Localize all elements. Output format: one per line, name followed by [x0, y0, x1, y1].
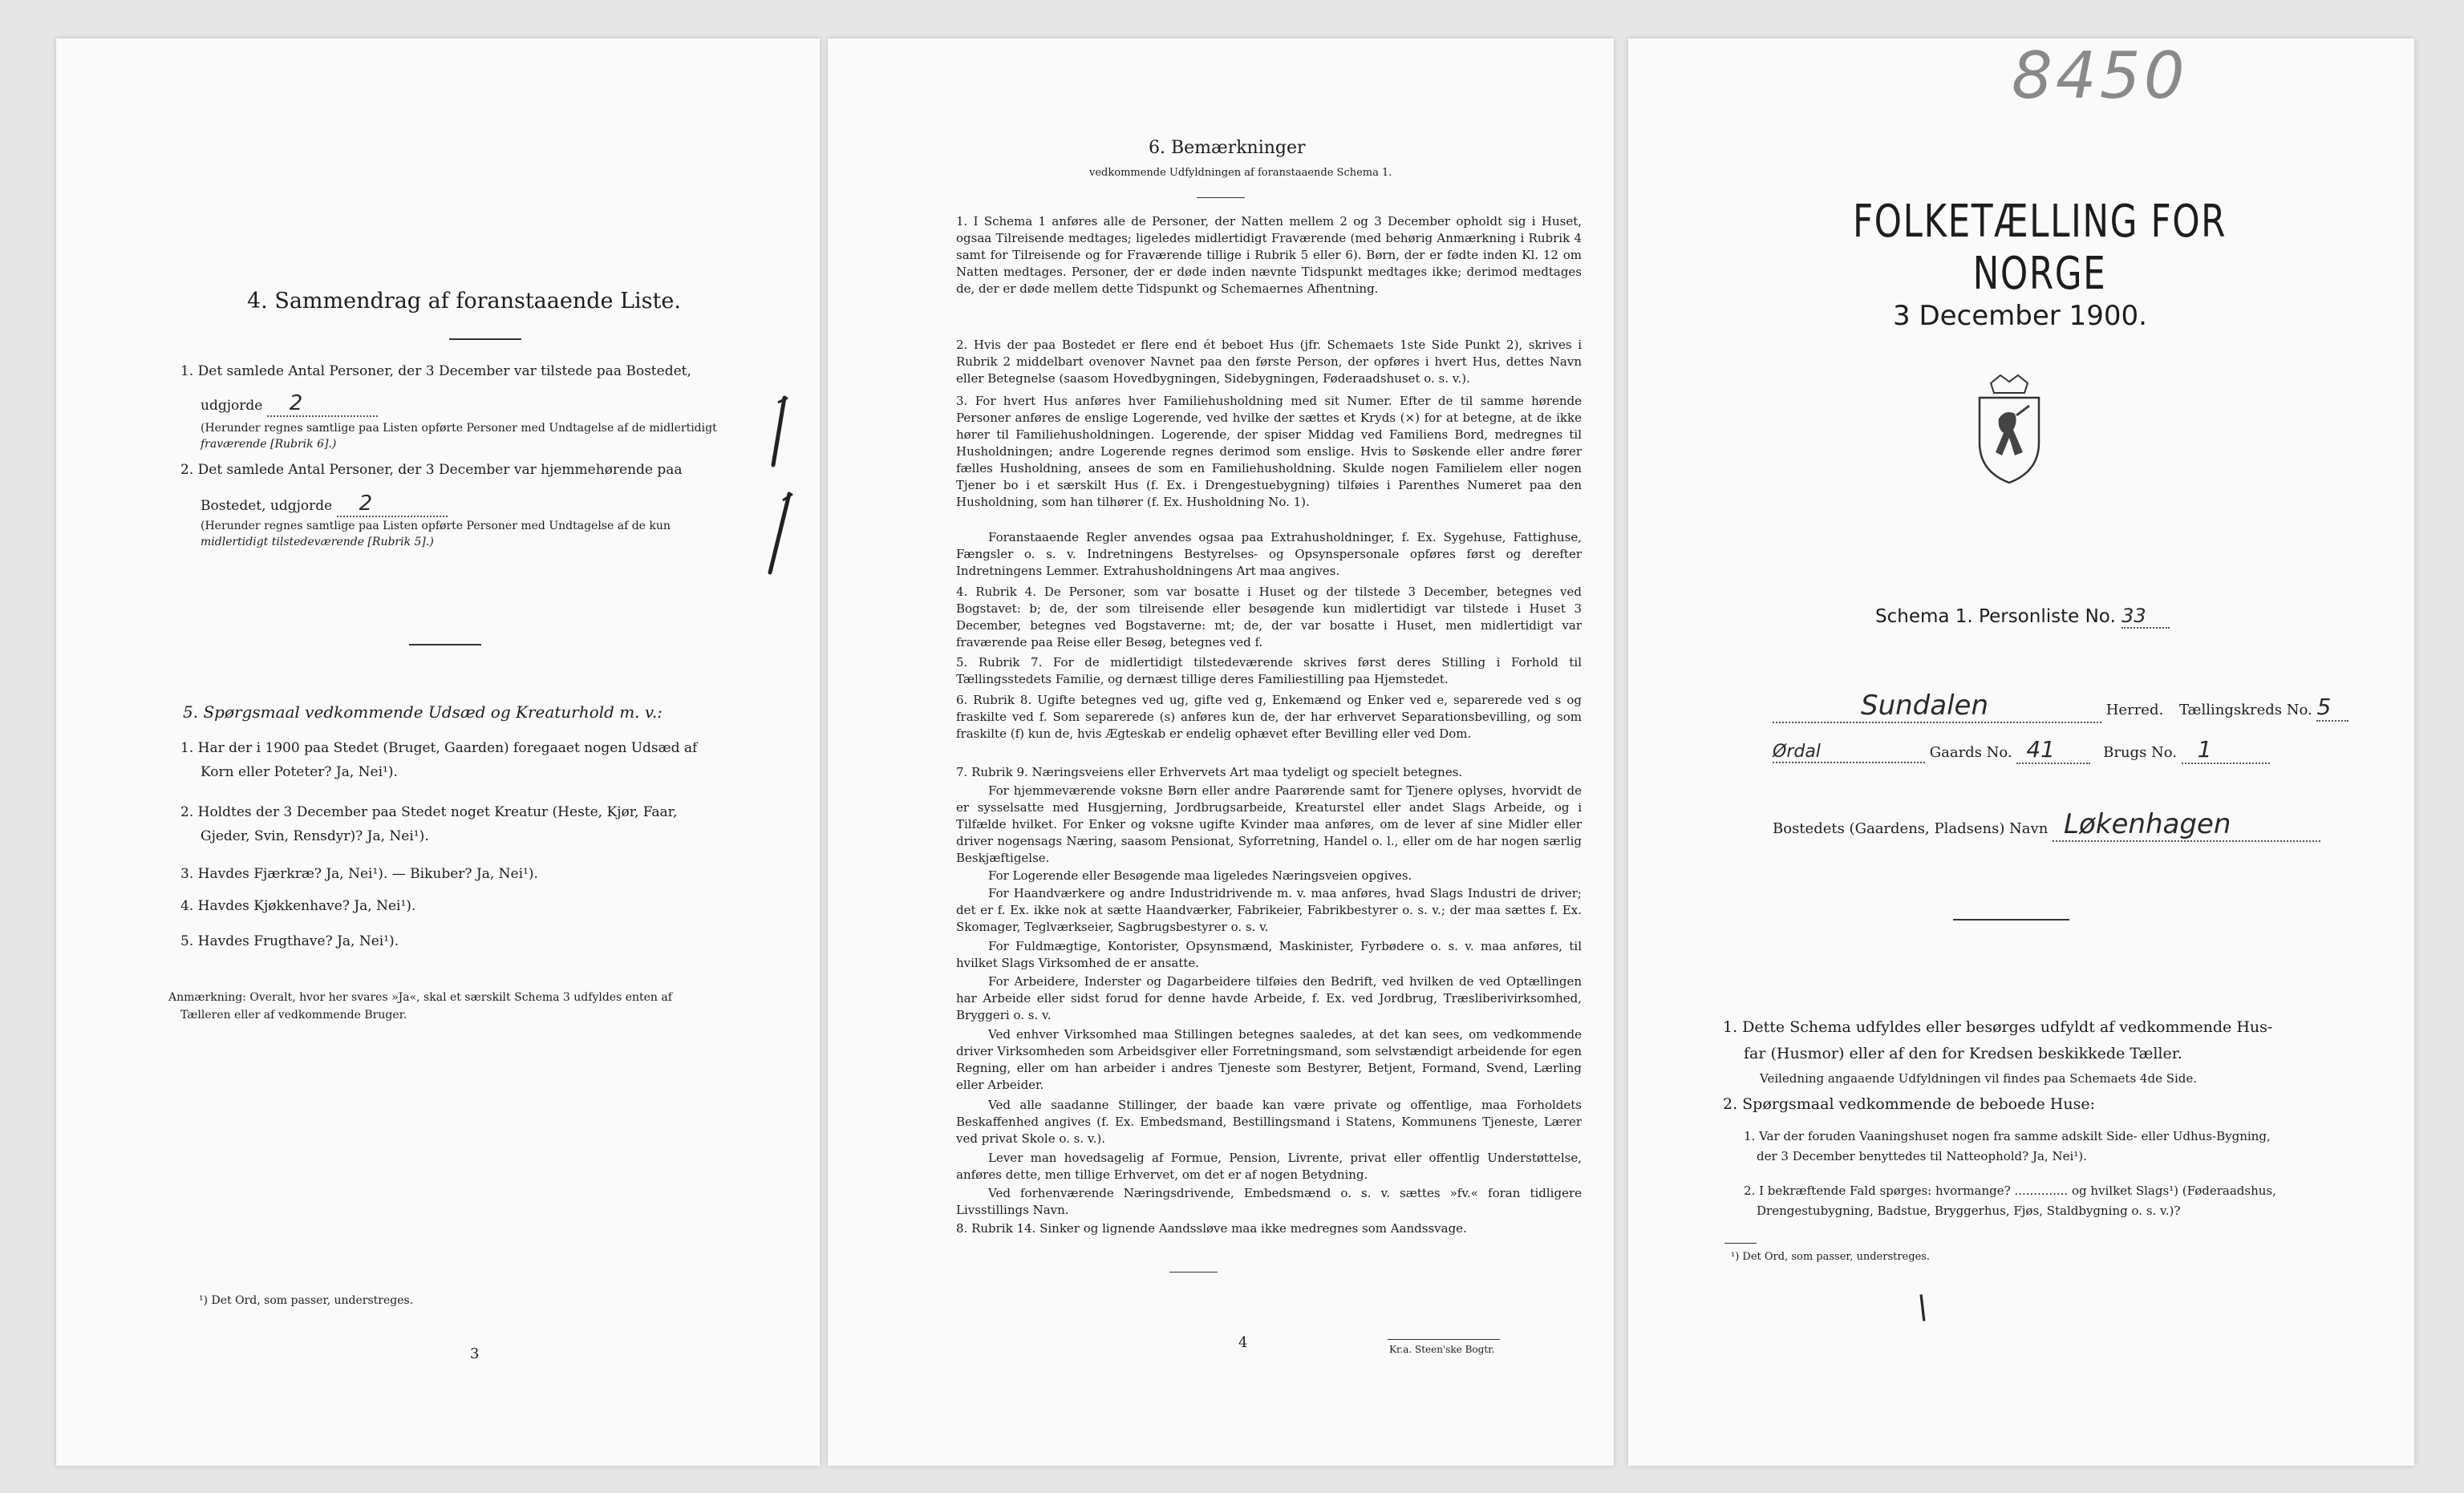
right-page: [1628, 38, 2414, 1466]
schema-label: Schema 1. Personliste No.: [1875, 606, 2116, 627]
remark-7: 7. Rubrik 9. Næringsveiens eller Erhvervets Art maa tydeligt og specielt betegnes.: [956, 765, 1463, 779]
remark-7f: Ved enhver Virksomhed maa Stillingen betegnes saaledes, at det kan sees, om vedkommende driver Virksomheden som Arbeidsgiver eller Forretningsmand, som selvstændigt arbeidende for egen Regning, eller om han arbeider i andres Tjeneste som Bestyrer, Betjent, Formand, Svend, Lærling eller Arbeider.: [956, 1027, 1582, 1092]
remark-7g: Ved alle saadanne Stillinger, der baade kan være private og offentlige, maa Forholdets Beskaffenhed angives (f. Ex. Embedsmand, Bestillingsmand i Statens, Kommunens Tjeneste, Lærer ved privat Skole o. s. v.).: [956, 1098, 1582, 1146]
bosted-line: [1773, 808, 2320, 842]
gaard-line: [1773, 736, 2270, 764]
divider: [409, 644, 481, 645]
item2-value: 2: [337, 492, 448, 517]
divider: [1197, 197, 1245, 198]
kreds-label: Tællingskreds No.: [2178, 702, 2312, 718]
herred-value: Sundalen: [1773, 690, 2101, 723]
archive-number: 8450: [2012, 38, 2188, 113]
note-a: Anmærkning: Overalt, hvor her svares »Ja«, skal et særskilt Schema 3 udfyldes enten af: [168, 991, 672, 1004]
item1-text: 1. Det samlede Antal Personer, der 3 December var tilstede paa Bostedet,: [180, 363, 691, 379]
q2b: Gjeder, Svin, Rensdyr)? Ja, Nei¹).: [201, 828, 429, 844]
schema-number: 33: [2122, 605, 2170, 629]
divider: [1953, 919, 2069, 920]
section4-title: 4. Sammendrag af foranstaaende Liste.: [247, 289, 681, 314]
footnote: ¹) Det Ord, som passer, understreges.: [1731, 1251, 1931, 1263]
gaard-value: 41: [2016, 736, 2090, 764]
info-2-1b: der 3 December benyttedes til Natteophold? Ja, Nei¹).: [1757, 1149, 2087, 1163]
remark-3b: Foranstaaende Regler anvendes ogsaa paa Extrahusholdninger, f. Ex. Sygehuse, Fattighuse, Fængsler o. s. v. Indretningens Bestyrelses- og Opsynspersonale opføres først og derefter Indretningens Lemmer. Extrahusholdningens Art maa angives.: [956, 530, 1582, 578]
item1-note2: fraværende [Rubrik 6].): [201, 438, 337, 451]
info-2-2a: 2. I bekræftende Fald spørges: hvormange? .............. og hvilket Slags¹) (Føderaadshus,: [1744, 1183, 2276, 1198]
item2-text: 2. Det samlede Antal Personer, der 3 December var hjemmehørende paa: [180, 462, 683, 478]
info-2-2b: Drengestubygning, Badstue, Bryggerhus, Fjøs, Staldbygning o. s. v.)?: [1757, 1204, 2181, 1218]
remark-3: 3. For hvert Hus anføres hver Familiehusholdning med sit Numer. Efter de til samme hørende Personer anføres de enslige Logerende, ved hvilke der sættes et Kryds (×) for at betegne, at de ikke hører til Familiehusholdningen. Logerende, der spiser Middag ved Familiens Bord, medregnes til Husholdningen; andre Logerende regnes derimod som enslige. Hvis to Søskende eller andre fører fælles Husholdning, ansees de som en Familiehusholdning. Skulde nogen Familielem eller nogen Tjener bo i et særskilt Hus (f. Ex. i Drengestuebygning) tilføies i Parenthes Numeret paa den Husholdning, som han tilhører (f. Ex. Husholdning No. 1).: [956, 394, 1582, 509]
census-date: 3 December 1900.: [1893, 300, 2147, 332]
q4: 4. Havdes Kjøkkenhave? Ja, Nei¹).: [180, 898, 416, 914]
remark-7e: For Arbeidere, Inderster og Dagarbeidere tilføies den Bedrift, ved hvilken de ved Optællingen har Arbeide eller sidst forud for denne havde Arbeide, f. Ex. ved Jordbrug, Træsliberivirksomhed, Bryggeri o. s. v.: [956, 974, 1582, 1022]
bosted-value: Løkenhagen: [2053, 808, 2320, 842]
section5-title: 5. Spørgsmaal vedkommende Udsæd og Kreaturhold m. v.:: [183, 702, 663, 722]
q3: 3. Havdes Fjærkræ? Ja, Nei¹). — Bikuber? Ja, Nei¹).: [180, 866, 538, 882]
kreds-value: 5: [2316, 694, 2348, 722]
page-number: 3: [470, 1345, 480, 1362]
item2-note2: midlertidigt tilstedeværende [Rubrik 5].): [201, 536, 434, 548]
item1-line: [201, 391, 378, 417]
schema-line: [1875, 605, 2170, 629]
item2-note1: (Herunder regnes samtlige paa Listen opførte Personer med Undtagelse af de kun: [201, 520, 671, 532]
lion-coat-of-arms-icon: [1965, 369, 2053, 489]
q2a: 2. Holdtes der 3 December paa Stedet noget Kreatur (Heste, Kjør, Faar,: [180, 804, 678, 820]
herred-label: Herred.: [2105, 702, 2164, 718]
left-page: [56, 38, 820, 1466]
herred-line: [1773, 690, 2348, 723]
q1b: Korn eller Poteter? Ja, Nei¹).: [201, 764, 398, 780]
info-2: 2. Spørgsmaal vedkommende de beboede Huse:: [1723, 1095, 2095, 1113]
remark-7a: For hjemmeværende voksne Børn eller andre Paarørende samt for Tjenere oplyses, hvorvidt de er sysselsatte med Husgjerning, Jordbrugsarbeide, Kreaturstel eller andet Slags Arbeide, og i Tilfælde hvilket. For Enker og voksne ugifte Kvinder maa anføres, om de lever af sine Midler eller driver nogensags Næring, saasom Pensionat, Syforretning, Handel o. l., eller om de har nogen særlig Beskjæftigelse.: [956, 783, 1582, 865]
remark-7i: Ved forhenværende Næringsdrivende, Embedsmænd o. s. v. sættes »fv.« foran tidligere Livsstillings Navn.: [956, 1186, 1582, 1217]
remark-7b: For Logerende eller Besøgende maa ligeledes Næringsveien opgives.: [988, 868, 1412, 883]
remark-7c: For Haandværkere og andre Industridrivende m. v. maa anføres, hvad Slags Industri de driver; det er f. Ex. ikke nok at sætte Haandværker, Fabrikeier, Fabrikbestyrer o. s. v.; der maa sættes f. Ex. Skomager, Teglværkseier, Sagbrugsbestyrer o. s. v.: [956, 886, 1582, 934]
q1a: 1. Har der i 1900 paa Stedet (Bruget, Gaarden) foregaaet nogen Udsæd af: [180, 740, 698, 756]
gaard-label: Gaards No.: [1929, 744, 2012, 761]
middle-page: [828, 38, 1614, 1466]
info-1b: far (Husmor) eller af den for Kredsen beskikkede Tæller.: [1744, 1045, 2182, 1062]
remark-1: 1. I Schema 1 anføres alle de Personer, der Natten mellem 2 og 3 December opholdt sig i Huset, ogsaa Tilreisende medtages; ligeledes midlertidigt Fraværende (med behørig Anmærkning i Rubrik 4 samt for Tilreisende og for Fraværende tillige i Rubrik 5 eller 6). Børn, der er fødte inden Kl. 12 om Natten medtages. Personer, der er døde inden nævnte Tidspunkt medtages ikke; derimod medtages de, der er døde mellem dette Tidspunkt og Schemaernes Afhentning.: [956, 214, 1582, 296]
remark-7h: Lever man hovedsagelig af Formue, Pension, Livrente, privat eller offentlig Understøttelse, anføres dette, men tillige Erhvervet, om det er af nogen Betydning.: [956, 1151, 1582, 1182]
handwritten-mark: \: [1917, 1289, 1928, 1326]
main-title: FOLKETÆLLING FOR NORGE: [1852, 196, 2227, 300]
info-1c: Veiledning angaaende Udfyldningen vil findes paa Schemaets 4de Side.: [1760, 1071, 2198, 1086]
brugs-label: Brugs No.: [2103, 744, 2178, 761]
divider: [1388, 1339, 1500, 1340]
item2-label: Bostedet, udgjorde: [201, 498, 333, 514]
remark-4: 4. Rubrik 4. De Personer, som var bosatte i Huset og der tilstede 3 December, betegnes ved Bogstavet: b; de, der som tilreisende eller besøgende kun midlertidigt var tilstede i Huset 3 December, betegnes ved Bogstaverne: mt; de, der var bosatte i Huset, men midlertidigt var fraværende paa Reise eller Besøg, betegnes ved f.: [956, 585, 1582, 649]
remark-2: 2. Hvis der paa Bostedet er flere end ét beboet Hus (jfr. Schemaets 1ste Side Punkt 2), skrives i Rubrik 2 middelbart ovenover Navnet paa den første Person, der opføres i hvert Hus, dettes Navn eller Betegnelse (saasom Hovedbygningen, Sidebygningen, Føderaadshuset o. s. v.).: [956, 338, 1582, 386]
divider: [1724, 1243, 1757, 1244]
remark-6: 6. Rubrik 8. Ugifte betegnes ved ug, gifte ved g, Enkemænd og Enker ved e, separerede ved s og fraskilte ved f. Som separerede (s) anføres kun de, der har erhvervet Separationsbevilling, og som fraskilte (f) kun de, hvis Ægteskab er endelig ophævet efter Bevilling eller ved Dom.: [956, 693, 1582, 741]
handwritten-tally-marks: [754, 391, 810, 584]
divider: [449, 338, 521, 340]
section6-title: 6. Bemærkninger: [1149, 138, 1306, 158]
remark-5: 5. Rubrik 7. For de midlertidigt tilstedeværende skrives først deres Stilling i Forhold til Tællingsstedets Familie, og dernæst tillige deres Familiestilling paa Hjemstedet.: [956, 655, 1582, 686]
brugs-value: 1: [2182, 736, 2270, 764]
note-b: Tælleren eller af vedkommende Bruger.: [180, 1009, 407, 1022]
item1-note1: (Herunder regnes samtlige paa Listen opførte Personer med Undtagelse af de midlertidigt: [201, 422, 717, 435]
info-2-1a: 1. Var der foruden Vaaningshuset nogen fra samme adskilt Side- eller Udhus-Bygning,: [1744, 1129, 2271, 1143]
item1-value: 2: [267, 391, 378, 417]
info-1a: 1. Dette Schema udfyldes eller besørges udfyldt af vedkommende Hus-: [1723, 1018, 2273, 1036]
gaard-prefix: Ørdal: [1773, 742, 1925, 763]
item2-line: [201, 492, 448, 517]
footnote: ¹) Det Ord, som passer, understreges.: [199, 1294, 414, 1307]
remark-8: 8. Rubrik 14. Sinker og lignende Aandssløve maa ikke medregnes som Aandssvage.: [956, 1221, 1467, 1236]
printer-imprint: Kr.a. Steen'ske Bogtr.: [1389, 1344, 1495, 1355]
remark-7d: For Fuldmægtige, Kontorister, Opsynsmænd, Maskinister, Fyrbødere o. s. v. maa anføres, til hvilket Slags Virksomhed de er ansatte.: [956, 939, 1582, 970]
q5: 5. Havdes Frugthave? Ja, Nei¹).: [180, 933, 399, 949]
page-number: 4: [1238, 1334, 1248, 1351]
bosted-label: Bostedets (Gaardens, Pladsens) Navn: [1773, 820, 2049, 837]
item1-label: udgjorde: [201, 398, 263, 414]
section6-subtitle: vedkommende Udfyldningen af foranstaaende Schema 1.: [1089, 167, 1392, 179]
